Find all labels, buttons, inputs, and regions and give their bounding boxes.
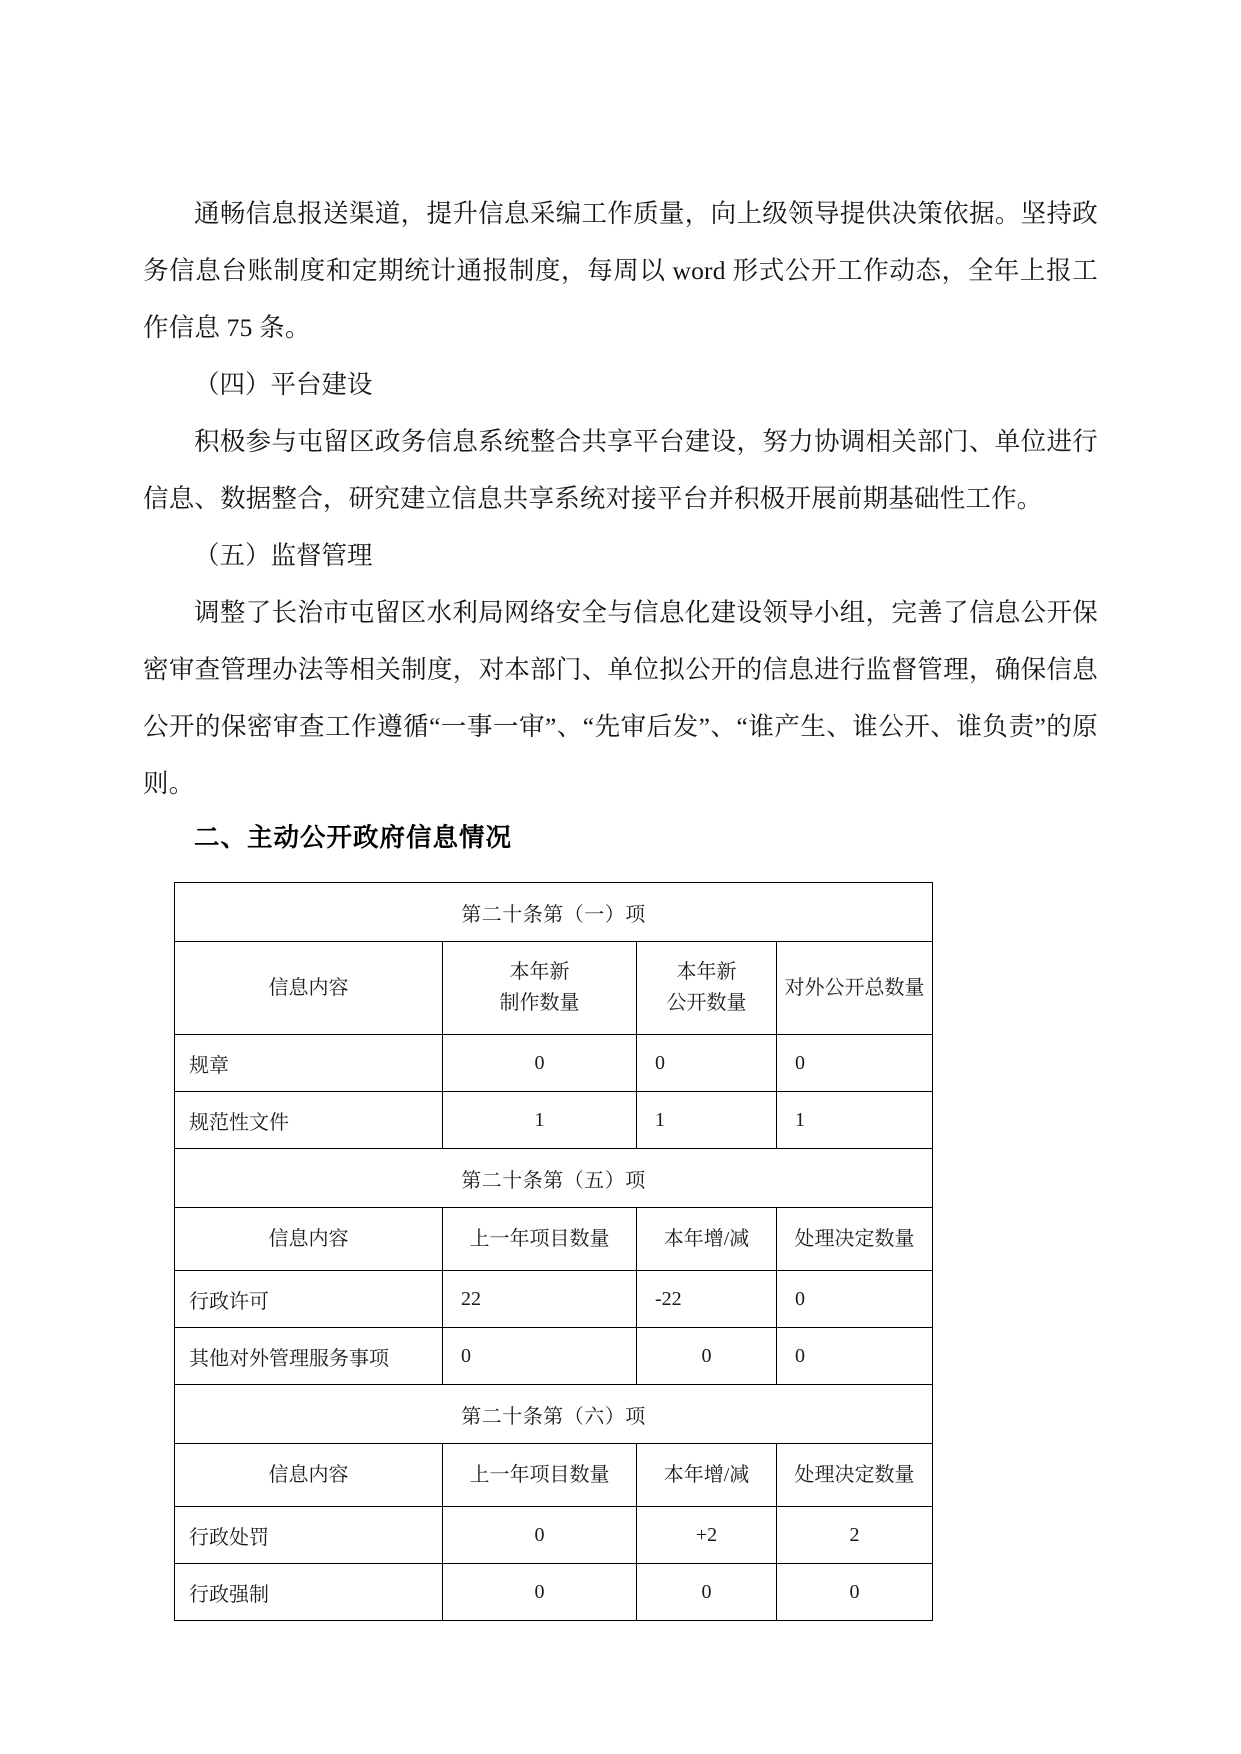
column-header-new-created-count	[443, 942, 637, 1035]
table-column-header-row	[175, 1208, 933, 1271]
table-row	[175, 1092, 933, 1149]
header-line-2: 制作数量	[499, 992, 580, 1014]
cell-value: 0	[777, 1328, 933, 1385]
table-section-header-row	[175, 1149, 933, 1208]
cell-value: 0	[777, 1271, 933, 1328]
column-header-year-change: 本年增/减	[637, 1444, 777, 1507]
cell-value: 0	[443, 1035, 637, 1092]
header-line-1: 本年新	[509, 961, 570, 983]
table-section-header-row	[175, 1385, 933, 1444]
section-title-item-six: 第二十条第（六）项	[175, 1385, 933, 1444]
column-header-decision-count: 处理决定数量	[777, 1208, 933, 1271]
paragraph-platform-construction: 积极参与屯留区政务信息系统整合共享平台建设，努力协调相关部门、单位进行信息、数据整合，研究建立信息共享系统对接平台并积极开展前期基础性工作。	[143, 427, 1098, 513]
column-header-new-disclosed-count	[637, 942, 777, 1035]
cell-value: 0	[637, 1328, 777, 1385]
row-label-other-external-services: 其他对外管理服务事项	[175, 1328, 443, 1385]
cell-value: 0	[443, 1564, 637, 1621]
paragraph-supervision-management: 调整了长治市屯留区水利局网络安全与信息化建设领导小组，完善了信息公开保密审查管理办法等相关制度，对本部门、单位拟公开的信息进行监督管理，确保信息公开的保密审查工作遵循“一事一审”、“先审后发”、“谁产生、谁公开、谁负责”的原则。	[143, 598, 1098, 798]
row-label-administrative-license: 行政许可	[175, 1271, 443, 1328]
cell-value: 2	[777, 1507, 933, 1564]
table-row	[175, 1507, 933, 1564]
cell-value: 0	[637, 1035, 777, 1092]
table-row	[175, 1035, 933, 1092]
cell-value: 22	[443, 1271, 637, 1328]
column-header-decision-count: 处理决定数量	[777, 1444, 933, 1507]
column-header-info-content: 信息内容	[175, 942, 443, 1035]
subsection-label-supervision: （五）监督管理	[194, 541, 373, 570]
row-label-administrative-coercion: 行政强制	[175, 1564, 443, 1621]
row-label-rules: 规章	[175, 1035, 443, 1092]
cell-value: 0	[443, 1507, 637, 1564]
column-header-total-public-count: 对外公开总数量	[777, 942, 933, 1035]
cell-value: 0	[777, 1035, 933, 1092]
cell-value: 0	[637, 1564, 777, 1621]
cell-value: +2	[637, 1507, 777, 1564]
cell-value: -22	[637, 1271, 777, 1328]
header-line-1: 本年新	[676, 961, 737, 983]
column-header-year-change: 本年增/减	[637, 1208, 777, 1271]
cell-value: 0	[777, 1564, 933, 1621]
row-label-administrative-penalty: 行政处罚	[175, 1507, 443, 1564]
column-header-previous-year-count: 上一年项目数量	[443, 1444, 637, 1507]
row-label-normative-documents: 规范性文件	[175, 1092, 443, 1149]
header-line-2: 公开数量	[666, 992, 747, 1014]
column-header-previous-year-count: 上一年项目数量	[443, 1208, 637, 1271]
subsection-label-platform: （四）平台建设	[194, 370, 373, 399]
table-column-header-row	[175, 942, 933, 1035]
table-row	[175, 1271, 933, 1328]
cell-value: 1	[777, 1092, 933, 1149]
column-header-info-content: 信息内容	[175, 1444, 443, 1507]
column-header-info-content: 信息内容	[175, 1208, 443, 1271]
paragraph-info-channel: 通畅信息报送渠道，提升信息采编工作质量，向上级领导提供决策依据。坚持政务信息台账制度和定期统计通报制度，每周以 word 形式公开工作动态，全年上报工作信息 75 条。	[143, 199, 1098, 342]
section-title-item-five: 第二十条第（五）项	[175, 1149, 933, 1208]
table-column-header-row	[175, 1444, 933, 1507]
government-information-disclosure-table	[174, 882, 933, 1621]
cell-value: 1	[443, 1092, 637, 1149]
cell-value: 0	[443, 1328, 637, 1385]
table-row	[175, 1564, 933, 1621]
table-row	[175, 1328, 933, 1385]
table-section-header-row	[175, 883, 933, 942]
page-heading-proactive-disclosure: 二、主动公开政府信息情况	[194, 824, 513, 852]
section-title-item-one: 第二十条第（一）项	[175, 883, 933, 942]
cell-value: 1	[637, 1092, 777, 1149]
